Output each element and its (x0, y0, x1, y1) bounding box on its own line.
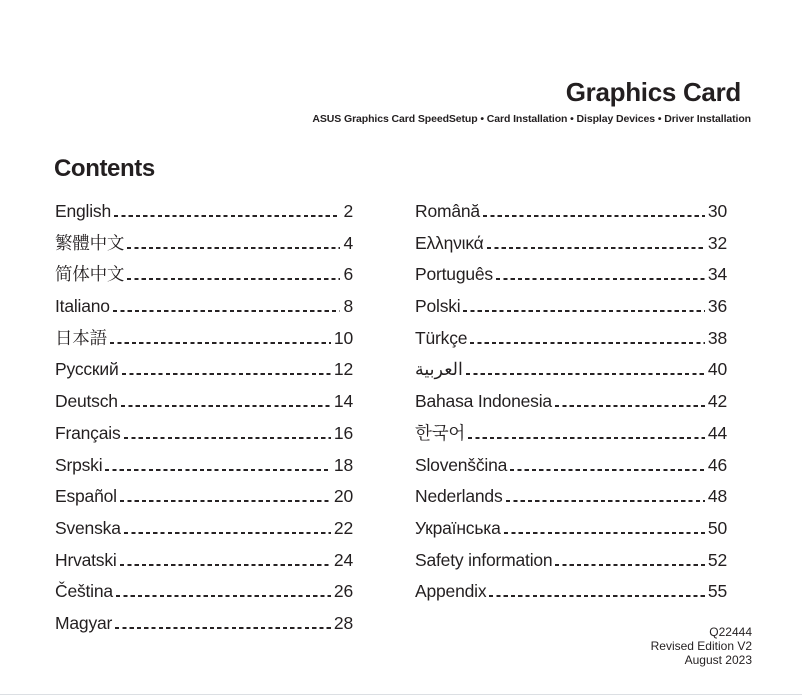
toc-label: Deutsch (55, 391, 118, 412)
dotted-leader (468, 437, 705, 439)
dotted-leader (127, 278, 340, 280)
toc-label: Türkçe (415, 327, 468, 348)
footer-block (651, 626, 752, 667)
toc-page-number: 46 (707, 454, 727, 475)
footer-date: August 2023 (684, 652, 752, 667)
toc-page-number: 50 (707, 517, 727, 538)
dotted-leader (496, 278, 705, 280)
toc-entry (55, 608, 353, 640)
dotted-leader (120, 500, 331, 502)
toc-column-left (55, 196, 353, 640)
toc-entry (55, 259, 353, 291)
toc-page-number: 40 (707, 359, 727, 380)
toc-label: Polski (415, 296, 461, 317)
dotted-leader (506, 500, 705, 502)
toc-label: English (55, 201, 111, 221)
toc-entry (55, 513, 353, 545)
toc-label: Français (55, 422, 121, 443)
toc-label: Ελληνικά (415, 232, 484, 253)
dotted-leader (114, 215, 340, 217)
toc-entry (415, 545, 727, 577)
toc-page-number: 42 (707, 391, 727, 412)
toc-page-number: 20 (333, 486, 353, 507)
dotted-leader (483, 215, 705, 217)
dotted-leader (124, 437, 331, 439)
dotted-leader (470, 342, 705, 344)
toc-label: Safety information (415, 549, 553, 570)
toc-page-number: 30 (707, 201, 727, 221)
toc-page-number: 36 (707, 296, 727, 317)
toc-entry (55, 291, 353, 323)
toc-entry (415, 418, 727, 450)
toc-label: Español (55, 486, 117, 507)
toc-label: Svenska (55, 517, 121, 538)
toc-label: 简体中文 (55, 264, 125, 285)
toc-label: 繁體中文 (55, 232, 125, 253)
footer-doc-number: Q22444 (709, 625, 752, 639)
toc-page-number: 26 (333, 581, 353, 602)
dotted-leader (127, 247, 340, 249)
toc-label: Čeština (55, 581, 113, 602)
dotted-leader (116, 595, 331, 597)
contents-heading: Contents (54, 155, 155, 182)
toc-entry (55, 354, 353, 386)
toc-entry (55, 576, 353, 608)
toc-page-number: 52 (707, 549, 727, 570)
toc-entry (55, 228, 353, 260)
toc-entry (415, 450, 727, 482)
toc-page-number: 34 (707, 264, 727, 285)
toc-entry (415, 386, 727, 418)
dotted-leader (110, 342, 331, 344)
toc-label: Magyar (55, 612, 113, 633)
dotted-leader (555, 405, 705, 407)
toc-label: Slovenščina (415, 454, 508, 475)
toc-label: Nederlands (415, 486, 503, 507)
dotted-leader (463, 310, 704, 312)
toc-entry (415, 323, 727, 355)
toc-entry (55, 418, 353, 450)
toc-column-right (415, 196, 727, 640)
toc-label: Italiano (55, 296, 110, 317)
toc-entry (415, 481, 727, 513)
toc-page-number: 24 (333, 549, 353, 570)
dotted-leader (487, 247, 705, 249)
toc-label: Português (415, 264, 493, 285)
toc-entry (55, 196, 353, 228)
toc-label: 日本語 (55, 327, 107, 348)
toc-label: Українська (415, 517, 501, 538)
dotted-leader (121, 405, 331, 407)
toc-page-number: 8 (343, 296, 353, 317)
dotted-leader (105, 469, 331, 471)
toc-page-number: 44 (707, 422, 727, 443)
dotted-leader (510, 469, 705, 471)
dotted-leader (113, 310, 341, 312)
toc-label: Appendix (415, 581, 487, 602)
dotted-leader (120, 564, 331, 566)
dotted-leader (115, 627, 331, 629)
toc-entry (55, 481, 353, 513)
toc-entry (55, 386, 353, 418)
toc-entry (415, 196, 727, 228)
page-bottom-edge (0, 694, 802, 695)
toc-entry (415, 259, 727, 291)
toc-entry (415, 576, 727, 608)
toc-page-number: 22 (333, 517, 353, 538)
toc-page-number: 18 (333, 454, 353, 475)
toc-page-number: 4 (343, 232, 353, 253)
toc-label: Bahasa Indonesia (415, 391, 552, 412)
toc-entry (55, 450, 353, 482)
toc-page-number: 28 (333, 612, 353, 633)
toc-label: Srpski (55, 454, 103, 475)
dotted-leader (504, 532, 705, 534)
toc-entry (55, 545, 353, 577)
toc-entry (415, 291, 727, 323)
toc-label: Русский (55, 359, 119, 380)
toc-label: Hrvatski (55, 549, 117, 570)
toc-page-number: 32 (707, 232, 727, 253)
toc-page-number: 55 (707, 581, 727, 602)
toc-page-number: 14 (333, 391, 353, 412)
toc-entry (415, 228, 727, 260)
page-subtitle: ASUS Graphics Card SpeedSetup • Card Installation • Display Devices • Driver Installation (312, 113, 751, 125)
dotted-leader (555, 564, 704, 566)
dotted-leader (122, 373, 331, 375)
toc-page-number: 12 (333, 359, 353, 380)
toc-page-number: 10 (333, 327, 353, 348)
toc-page-number: 38 (707, 327, 727, 348)
toc-entry (55, 323, 353, 355)
footer-edition: Revised Edition V2 (650, 638, 752, 653)
toc-label: العربية (415, 359, 463, 380)
toc-entry (415, 354, 727, 386)
toc-entry (415, 513, 727, 545)
dotted-leader (489, 595, 705, 597)
toc-label: 한국어 (415, 422, 466, 443)
toc-page-number: 48 (707, 486, 727, 507)
toc-page-number: 6 (343, 264, 353, 285)
dotted-leader (466, 373, 705, 375)
toc-page-number: 16 (333, 422, 353, 443)
toc-page-number: 2 (343, 201, 353, 221)
table-of-contents (55, 196, 727, 640)
toc-label: Română (415, 201, 480, 221)
dotted-leader (124, 532, 331, 534)
page-title: Graphics Card (565, 77, 741, 107)
